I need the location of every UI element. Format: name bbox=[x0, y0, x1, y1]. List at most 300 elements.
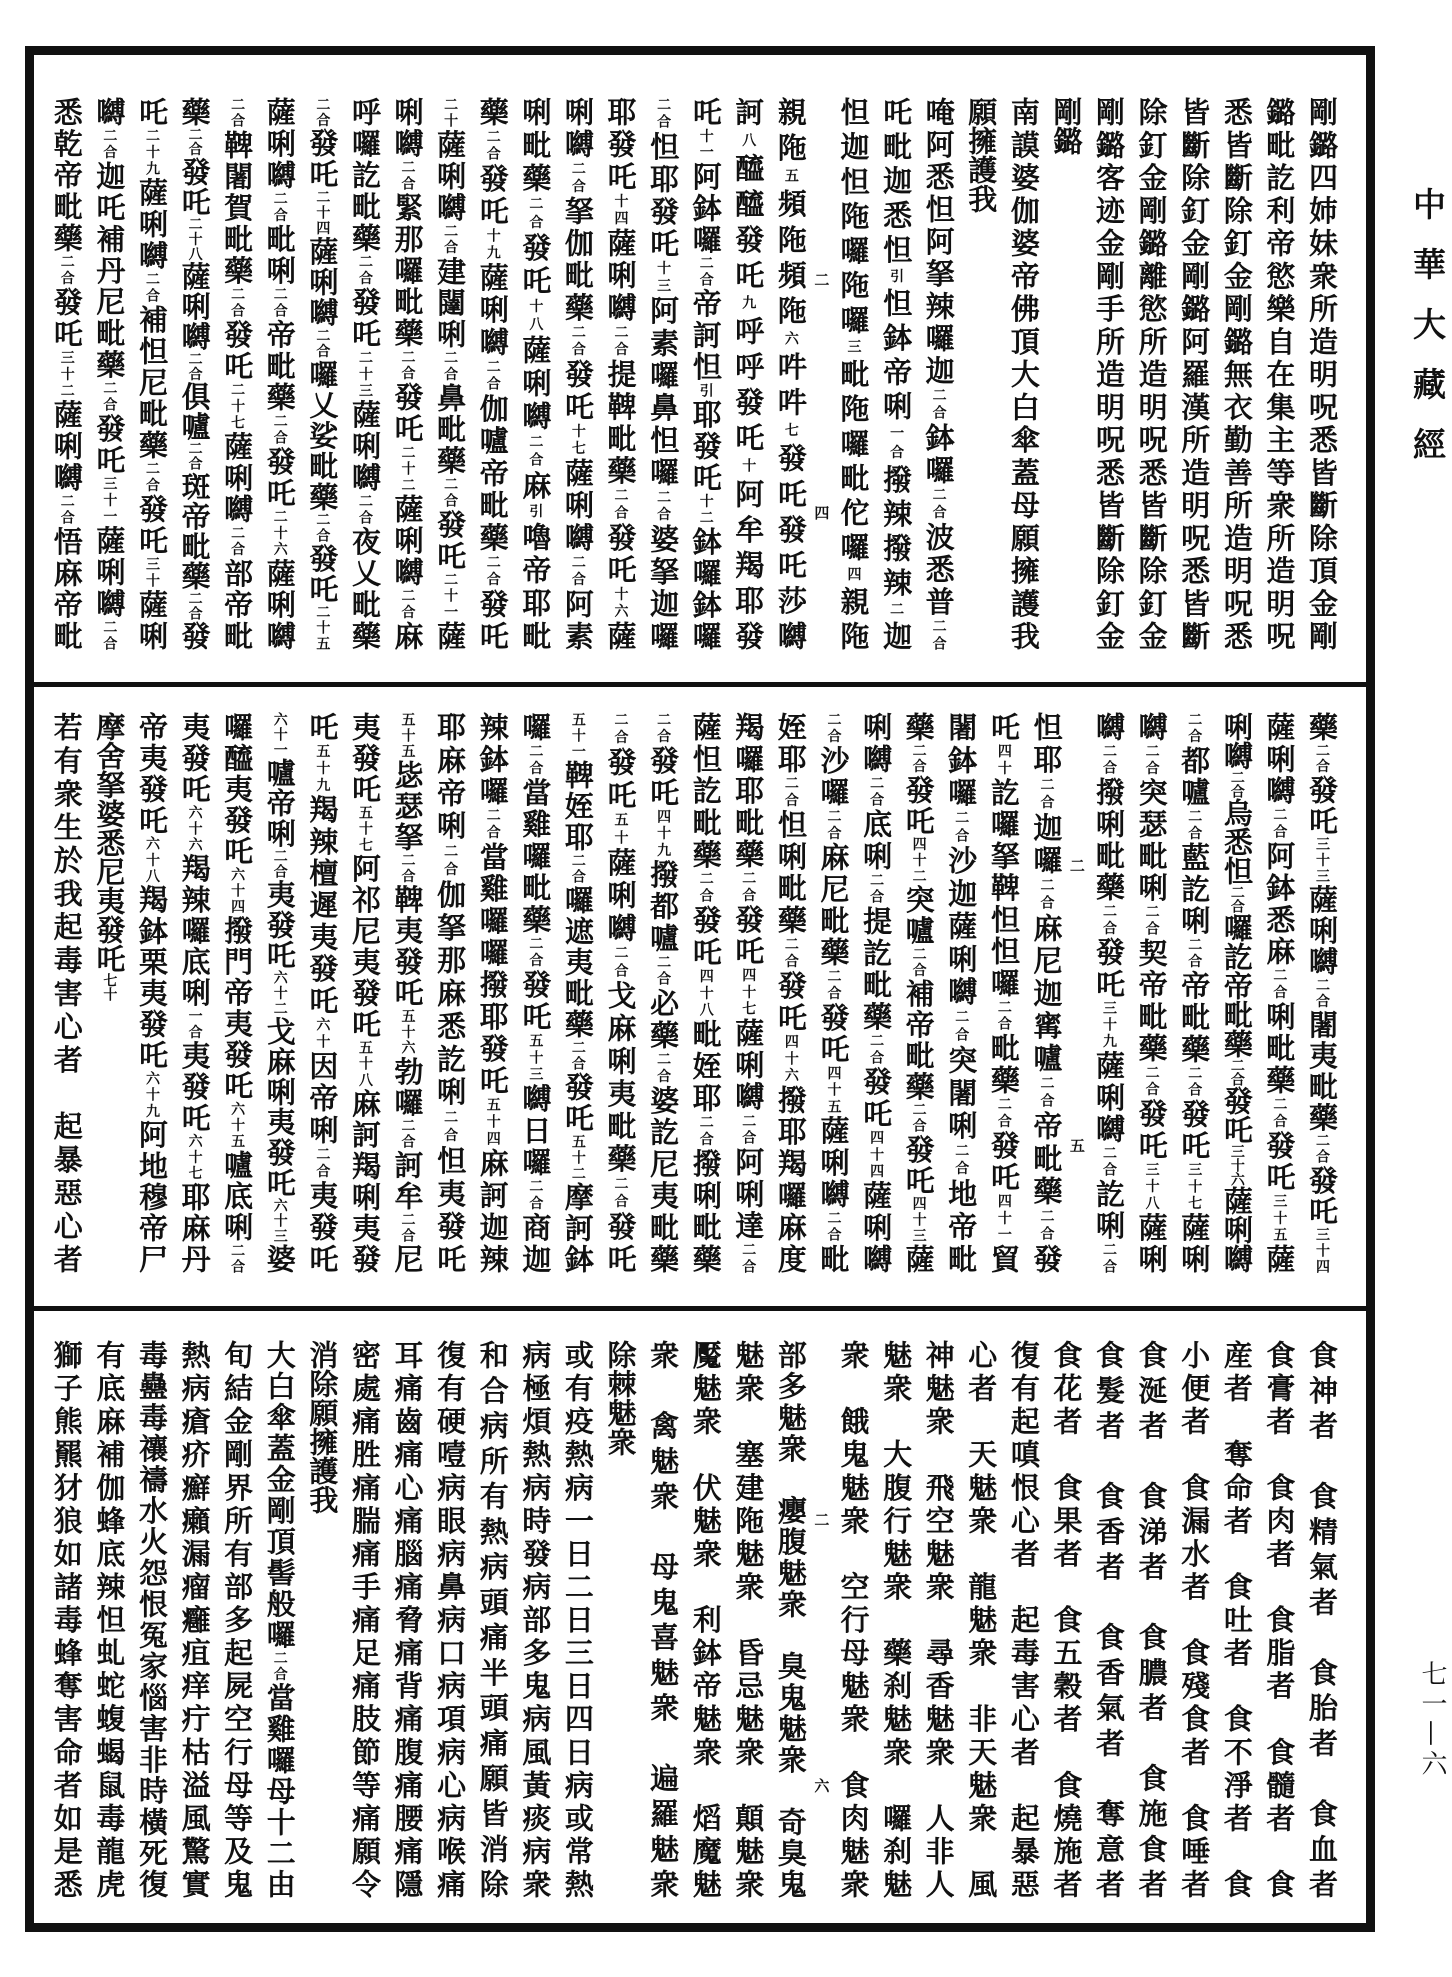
interlinear-note: 二合 bbox=[58, 493, 75, 527]
text-run: 薩唎嚩 bbox=[859, 1180, 894, 1274]
text-run: 怛迦怛陁囉陁囉 bbox=[836, 97, 871, 340]
text-run: 吒 bbox=[688, 97, 723, 129]
text-run: 食涎者 食涕者 食膿者 食施食者 bbox=[1134, 1340, 1169, 1898]
text-run: 親陁 bbox=[773, 97, 808, 169]
text-column bbox=[940, 712, 983, 1273]
interlinear-note: 二合 bbox=[1271, 1096, 1288, 1131]
interlinear-note: 二合 bbox=[442, 1109, 459, 1146]
text-run: 毗唎 bbox=[262, 223, 297, 287]
text-run: 發吒 bbox=[603, 522, 638, 587]
interlinear-note: 引 bbox=[888, 268, 905, 289]
text-column bbox=[301, 712, 344, 1273]
interlinear-note: 二合 bbox=[1186, 712, 1203, 746]
interlinear-note: 二合 bbox=[399, 588, 416, 622]
text-column bbox=[1173, 97, 1216, 650]
interlinear-note: 四十九 bbox=[655, 809, 672, 860]
interlinear-note: 三十七 bbox=[1186, 1162, 1203, 1213]
text-run: 薩唎嚩 bbox=[347, 399, 382, 494]
interlinear-note: 二合 bbox=[527, 1178, 544, 1213]
text-run: 辣鉢囉 bbox=[475, 712, 510, 808]
text-run: 熱病瘡疥癬癩漏瘤癰疽痒疔枯溢風驚實 bbox=[177, 1340, 212, 1898]
text-run: 薩唎嚩 bbox=[1305, 884, 1339, 978]
text-run: 訖唎 bbox=[1092, 1179, 1127, 1243]
text-run: 薩唎嚩 bbox=[518, 334, 553, 435]
interlinear-note: 二合 bbox=[229, 97, 246, 130]
text-run: 發吒 bbox=[49, 287, 84, 351]
text-run: 麻訶羯唎夷發 bbox=[347, 1088, 382, 1274]
text-run: 怛唎毗藥 bbox=[773, 809, 808, 937]
text-run: 薩 bbox=[603, 621, 638, 651]
text-run: 嚩 bbox=[1134, 712, 1169, 744]
text-run: 摩訶鉢 bbox=[560, 1182, 595, 1273]
interlinear-note: 二合 bbox=[399, 349, 416, 383]
interlinear-note: 五十七 bbox=[356, 805, 373, 854]
text-run: 發吒 bbox=[1092, 937, 1127, 1001]
text-run: 麻 bbox=[390, 621, 425, 651]
text-run: 毗藥 bbox=[986, 1033, 1021, 1097]
interlinear-note: 五十四 bbox=[484, 1097, 501, 1149]
interlinear-note: 四 bbox=[845, 566, 862, 587]
text-run: 鞞闍賀毗藥 bbox=[220, 129, 255, 287]
text-run: 發吒 bbox=[688, 904, 723, 969]
text-run: 密處痛胜痛腨痛手痛足痛肢節等痛願令 bbox=[347, 1340, 382, 1898]
interlinear-note: 五十二 bbox=[569, 1134, 586, 1182]
text-run: 頻陁頻陁 bbox=[773, 188, 808, 331]
text-run: 嚩 bbox=[1092, 712, 1127, 744]
interlinear-note: 二合 bbox=[953, 810, 970, 846]
text-run: 獅子熊羆犲狼如諸毒蜂奪害命者如是悉 bbox=[49, 1340, 84, 1898]
text-run: 阿素囉鼻怛囉 bbox=[646, 295, 681, 490]
text-run: 夷發吒 bbox=[177, 712, 212, 806]
text-column bbox=[1002, 97, 1045, 650]
text-column bbox=[258, 97, 301, 650]
interlinear-note: 二合 bbox=[569, 324, 586, 360]
text-column bbox=[599, 712, 642, 1273]
text-run: 發吒 bbox=[220, 319, 255, 383]
text-column bbox=[556, 1340, 599, 1898]
interlinear-note: 二合 bbox=[655, 712, 672, 746]
interlinear-note: 二合 bbox=[910, 1102, 927, 1135]
interlinear-note: 二合 bbox=[1143, 1064, 1160, 1099]
text-run: 阿鉢囉 bbox=[688, 161, 723, 256]
interlinear-note: 三 bbox=[845, 339, 862, 359]
text-run: 俱嚧 bbox=[177, 381, 212, 442]
interlinear-note: 七 bbox=[782, 422, 799, 444]
text-run: 食膏者 食肉者 食脂者 食髓者 食 bbox=[1262, 1340, 1297, 1898]
text-run: 毗 bbox=[816, 1244, 851, 1274]
interlinear-note: 二合 bbox=[527, 743, 544, 778]
text-column bbox=[1215, 712, 1258, 1273]
text-run: 迦 bbox=[879, 621, 914, 651]
interlinear-note: 三十三 bbox=[1314, 836, 1330, 885]
interlinear-note: 二十七 bbox=[229, 382, 246, 432]
text-run: 發吒 bbox=[986, 1130, 1021, 1194]
block-marker: 二 bbox=[814, 1511, 830, 1529]
text-run: 復有起嗔恨心者 起毒害心者 起暴惡 bbox=[1006, 1340, 1041, 1898]
interlinear-note: 三十一 bbox=[101, 476, 118, 526]
text-run: 闍夷毗藥 bbox=[1305, 1009, 1339, 1134]
text-column bbox=[1173, 1340, 1216, 1898]
interlinear-note: 五十六 bbox=[399, 1008, 416, 1057]
text-run: 若有衆生於我起毒害心者 起暴惡心者 bbox=[49, 712, 84, 1273]
text-run: 伽嚧帝毗藥 bbox=[475, 393, 510, 555]
interlinear-note: 十一 bbox=[697, 128, 714, 162]
text-column bbox=[88, 712, 131, 1273]
text-run: 薩唎嚩 bbox=[816, 1115, 851, 1211]
interlinear-note: 十八 bbox=[527, 298, 544, 335]
text-run: 除釘金剛鏴離慾所造明呪悉皆斷除釘金 bbox=[1134, 97, 1169, 650]
text-run: 撥唎毗藥 bbox=[688, 1148, 723, 1274]
text-run: 衆 餓鬼魅衆 空行母魅衆 食肉魅衆 bbox=[836, 1340, 871, 1898]
text-run: 小便者 食漏水者 食殘食者 食唾者 bbox=[1177, 1340, 1212, 1898]
text-run: 契帝毗藥 bbox=[1134, 937, 1169, 1065]
block-marker: 五 bbox=[1069, 1137, 1085, 1155]
text-run: 發吒 bbox=[901, 774, 936, 837]
interlinear-note: 二合 bbox=[143, 461, 160, 495]
text-run: 唎嚩 bbox=[1219, 712, 1254, 770]
interlinear-note: 二合 bbox=[1186, 937, 1203, 971]
interlinear-note: 十三 bbox=[655, 260, 672, 296]
text-column bbox=[642, 97, 685, 650]
interlinear-note: 二十三 bbox=[356, 350, 373, 400]
text-run: 夷發吒 bbox=[262, 879, 297, 971]
text-column bbox=[45, 1340, 88, 1898]
interlinear-note: 五十九 bbox=[314, 743, 331, 795]
text-run: 貿 bbox=[986, 1244, 1021, 1274]
text-run: 耳痛齒痛心痛腦痛脅痛背痛腹痛腰痛隱 bbox=[390, 1340, 425, 1898]
text-run: 唎嚩 bbox=[390, 97, 425, 160]
text-column bbox=[897, 712, 940, 1273]
text-column bbox=[1300, 97, 1343, 650]
text-run: 發吒 bbox=[433, 509, 468, 573]
panel-divider bbox=[25, 1306, 1375, 1311]
text-run: 撥耶羯囉麻度 bbox=[773, 1084, 808, 1274]
text-run: 提鞞毗藥 bbox=[603, 359, 638, 488]
text-column bbox=[727, 1340, 770, 1898]
interlinear-note: 四十五 bbox=[825, 1065, 842, 1116]
text-run: 消除願擁護我 bbox=[305, 1340, 340, 1514]
interlinear-note: 二合 bbox=[612, 487, 629, 523]
text-run: 婆 bbox=[262, 1244, 297, 1274]
interlinear-note: 二合 bbox=[1101, 903, 1118, 938]
interlinear-note: 二合 bbox=[569, 853, 586, 885]
interlinear-note: 三十四 bbox=[1314, 1227, 1330, 1274]
text-run: 戈麻唎夷發吒 bbox=[262, 1016, 297, 1199]
text-run: 唎毗藥 bbox=[518, 97, 553, 197]
text-run: 發吒 bbox=[603, 747, 638, 813]
interlinear-note: 二合 bbox=[271, 191, 288, 224]
text-run: 藥 bbox=[177, 97, 212, 127]
text-column bbox=[684, 712, 727, 1273]
interlinear-note: 六十六 bbox=[186, 805, 203, 854]
text-column bbox=[1258, 712, 1301, 1273]
text-column bbox=[769, 97, 812, 650]
text-run: 麻 bbox=[518, 470, 553, 504]
text-run: 薩唎嚩 bbox=[560, 457, 595, 555]
text-run: 沙囉 bbox=[816, 745, 851, 809]
text-column bbox=[1215, 97, 1258, 650]
text-run: 阿鉢悉麻 bbox=[1262, 840, 1297, 968]
text-column bbox=[45, 712, 88, 1273]
text-column bbox=[960, 1340, 1003, 1898]
text-run: 訶 bbox=[731, 97, 766, 133]
text-run: 戈麻唎夷毗藥 bbox=[603, 980, 638, 1177]
interlinear-note: 十四 bbox=[612, 193, 629, 229]
text-run: 帝毗藥 bbox=[1177, 970, 1212, 1066]
text-run: 發 bbox=[177, 621, 212, 651]
text-column bbox=[854, 712, 897, 1273]
interlinear-note: 二合 bbox=[782, 936, 799, 971]
text-run: 醯醯發吒 bbox=[731, 153, 766, 296]
text-run: 麻尼迦寗嚧 bbox=[1029, 912, 1064, 1076]
interlinear-note: 二合 bbox=[1271, 967, 1288, 1002]
interlinear-note: 二合 bbox=[612, 1176, 629, 1212]
interlinear-note: 二合 bbox=[229, 286, 246, 320]
marker-gutter bbox=[1067, 712, 1087, 1273]
text-run: 怛耶發吒 bbox=[646, 131, 681, 261]
interlinear-note: 二合 bbox=[1038, 1075, 1055, 1112]
text-run: 羯囉耶毗藥 bbox=[731, 712, 766, 871]
interlinear-note: 二合 bbox=[740, 1113, 757, 1147]
text-run: 發吒 bbox=[305, 543, 340, 605]
text-column bbox=[1087, 712, 1130, 1273]
text-run: 南謨婆伽婆帝佛頂大白傘蓋母願擁護我 bbox=[1006, 97, 1041, 650]
text-column bbox=[1002, 1340, 1045, 1898]
text-run: 薩唎嚩 bbox=[390, 494, 425, 589]
text-run: 剛鏴 bbox=[1049, 97, 1084, 155]
text-run: 囉 bbox=[518, 712, 553, 744]
text-column bbox=[216, 97, 259, 650]
text-column bbox=[642, 1340, 685, 1898]
text-run: 藍訖唎 bbox=[1177, 842, 1212, 938]
text-run: 突瑟毗唎 bbox=[1134, 777, 1169, 905]
interlinear-note: 二合 bbox=[271, 848, 288, 880]
text-run: 當雞囉毗藥 bbox=[518, 777, 553, 937]
text-run: 烏悉怛 bbox=[1219, 798, 1254, 885]
text-column bbox=[1300, 1340, 1343, 1898]
interlinear-note: 二合 bbox=[953, 1143, 970, 1179]
text-column bbox=[832, 97, 875, 650]
text-run: 建闥唎 bbox=[433, 256, 468, 351]
interlinear-note: 二合 bbox=[782, 775, 799, 810]
interlinear-note: 三十九 bbox=[1101, 1000, 1118, 1051]
text-column bbox=[642, 712, 685, 1273]
text-run: 婆訖尼夷毗藥 bbox=[646, 1085, 681, 1274]
text-column bbox=[1087, 97, 1130, 650]
text-run: 耶麻帝唎 bbox=[433, 712, 468, 844]
interlinear-note: 二合 bbox=[399, 1212, 416, 1245]
interlinear-note: 二十四 bbox=[314, 189, 331, 237]
interlinear-note: 二合 bbox=[740, 870, 757, 905]
interlinear-note: 二合 bbox=[1101, 743, 1118, 778]
interlinear-note: 八 bbox=[740, 132, 757, 154]
text-column bbox=[812, 712, 855, 1273]
text-run: 都嚧 bbox=[1177, 745, 1212, 809]
text-run: 神魅衆 飛空魅衆 尋香魅衆 人非人 bbox=[921, 1340, 956, 1898]
text-run: 毗姪耶 bbox=[688, 1019, 723, 1115]
text-run: 發吒 bbox=[305, 128, 340, 190]
text-column bbox=[727, 97, 770, 650]
text-run: 食花者 食果者 食五穀者 食燒施者 bbox=[1049, 1340, 1084, 1898]
text-column bbox=[429, 1340, 472, 1898]
interlinear-note: 二合 bbox=[1038, 1208, 1055, 1245]
interlinear-note: 二合 bbox=[1143, 743, 1160, 778]
text-column bbox=[917, 1340, 960, 1898]
interlinear-note: 二合 bbox=[101, 128, 118, 162]
interlinear-note: 三十五 bbox=[1271, 1193, 1288, 1245]
text-run: 怛鉢帝唎 bbox=[879, 288, 914, 426]
block-marker: 二 bbox=[1069, 857, 1085, 875]
text-run: 當雞囉母十二由 bbox=[262, 1682, 297, 1899]
text-run: 呼呼發吒 bbox=[731, 315, 766, 459]
text-run: 底唎 bbox=[859, 809, 894, 873]
text-run: 悟麻帝毗 bbox=[49, 526, 84, 651]
interlinear-note: 二合 bbox=[1228, 770, 1245, 798]
text-run: 羯鉢栗夷發吒 bbox=[134, 884, 169, 1072]
text-run: 撥唎毗藥 bbox=[1092, 777, 1127, 904]
text-column bbox=[874, 97, 917, 650]
text-run: 發吒 bbox=[731, 904, 766, 968]
interlinear-note: 二合 bbox=[271, 1650, 288, 1683]
text-run: 鉢囉 bbox=[921, 422, 956, 488]
interlinear-note: 二合 bbox=[697, 1114, 714, 1149]
interlinear-note: 二合 bbox=[655, 97, 672, 132]
interlinear-note: 二 bbox=[888, 601, 905, 622]
text-run: 産者 奪命者 食吐者 食不淨者 食 bbox=[1219, 1340, 1254, 1898]
text-column bbox=[1300, 712, 1343, 1273]
text-run: 發吒 bbox=[560, 359, 595, 424]
page-number: 七一—六 bbox=[1417, 1660, 1447, 1780]
interlinear-note: 四十七 bbox=[740, 967, 757, 1019]
text-run: 夜乂毗藥 bbox=[347, 526, 382, 651]
text-run: 發吒 bbox=[859, 1066, 894, 1131]
text-run: 薩唎嚩 bbox=[262, 558, 297, 651]
interlinear-note: 二合 bbox=[569, 1040, 586, 1072]
text-run: 發吒 bbox=[1305, 1165, 1339, 1228]
text-run: 囉訖帝毗藥 bbox=[1219, 913, 1254, 1058]
text-run: 嚕帝耶毗 bbox=[518, 521, 553, 651]
interlinear-note: 二合 bbox=[930, 387, 947, 423]
interlinear-note: 二合 bbox=[612, 945, 629, 981]
text-run: 衆 禽魅衆 母鬼喜魅衆 遍羅魅衆 bbox=[646, 1340, 681, 1898]
text-run: 薩唎嚩 bbox=[177, 261, 212, 352]
text-run: 薩唎 bbox=[1177, 1212, 1212, 1274]
interlinear-note: 二合 bbox=[399, 1118, 416, 1151]
text-run: 阿祁尼夷發吒 bbox=[347, 853, 382, 1041]
interlinear-note: 二合 bbox=[868, 775, 885, 810]
interlinear-note: 二合 bbox=[868, 872, 885, 907]
text-run: 呼囉訖毗藥 bbox=[347, 97, 382, 255]
text-column bbox=[684, 1340, 727, 1898]
interlinear-note: 二合 bbox=[1038, 877, 1055, 913]
interlinear-note: 二合 bbox=[271, 413, 288, 447]
interlinear-note: 引 bbox=[697, 382, 714, 400]
text-column bbox=[343, 1340, 386, 1898]
text-run: 薩唎嚩 bbox=[49, 399, 84, 494]
text-column bbox=[386, 712, 429, 1273]
text-column bbox=[727, 712, 770, 1273]
interlinear-note: 二合 bbox=[1101, 1242, 1118, 1274]
interlinear-note: 二合 bbox=[569, 554, 586, 589]
interlinear-note: 二合 bbox=[442, 350, 459, 383]
text-run: 薩唎嚩 bbox=[731, 1018, 766, 1114]
interlinear-note: 二合 bbox=[143, 271, 160, 305]
text-run: 囉遮夷毗藥 bbox=[560, 885, 595, 1040]
interlinear-note: 二合 bbox=[995, 1096, 1012, 1131]
text-run: 夷發吒 bbox=[305, 1180, 340, 1274]
text-column bbox=[684, 97, 727, 650]
text-run: 吒 bbox=[305, 712, 340, 744]
text-run: 當雞囉囉撥耶發吒 bbox=[475, 841, 510, 1098]
text-register-top bbox=[43, 97, 1343, 650]
interlinear-note: 十九 bbox=[484, 228, 501, 263]
interlinear-note: 二十 bbox=[442, 97, 459, 130]
text-run: 發吒 bbox=[92, 413, 127, 477]
text-run: 薩唎嚩 bbox=[1219, 1186, 1254, 1273]
text-run: 囉乂娑毗藥 bbox=[305, 359, 340, 513]
text-run: 地帝毗 bbox=[944, 1178, 979, 1274]
interlinear-note: 四十二 bbox=[910, 836, 927, 885]
interlinear-note: 二合 bbox=[1038, 777, 1055, 813]
text-run: 尼 bbox=[390, 1244, 425, 1274]
text-run: 鞞姪耶 bbox=[560, 760, 595, 853]
interlinear-note: 二合 bbox=[527, 936, 544, 970]
text-column bbox=[514, 1340, 557, 1898]
text-run: 發吒 bbox=[1262, 1130, 1297, 1194]
interlinear-note: 二合 bbox=[442, 476, 459, 510]
text-column bbox=[514, 97, 557, 650]
text-column bbox=[769, 712, 812, 1273]
interlinear-note: 二合 bbox=[314, 1146, 331, 1181]
text-column bbox=[386, 1340, 429, 1898]
interlinear-note: 十七 bbox=[569, 423, 586, 458]
text-run: 薩 bbox=[1262, 1244, 1297, 1274]
text-run: 毒蠱毒禳禱水火怨恨冤家惱害非時橫死復 bbox=[134, 1340, 169, 1898]
text-run: 大白傘蓋金剛頂髻般囉 bbox=[262, 1340, 297, 1651]
text-run: 剛鏴四姉妹衆所造明呪悉皆斷除頂金剛 bbox=[1305, 97, 1339, 650]
interlinear-note: 六 bbox=[782, 330, 799, 352]
text-run: 阿地穆帝尸 bbox=[134, 1119, 169, 1274]
text-run: 發吒 bbox=[773, 970, 808, 1035]
interlinear-note: 五 bbox=[782, 168, 799, 189]
text-column bbox=[1130, 712, 1173, 1273]
text-run: 薩唎嚩 bbox=[220, 431, 255, 526]
interlinear-note: 四十一 bbox=[995, 1193, 1012, 1245]
interlinear-note: 二合 bbox=[825, 712, 842, 746]
text-run: 撥辣撥辣 bbox=[879, 464, 914, 602]
text-run: 婆拏迦囉 bbox=[646, 524, 681, 651]
text-run: 薩 bbox=[433, 621, 468, 651]
interlinear-note: 二合 bbox=[1186, 1065, 1203, 1099]
text-run: 薩唎嚩 bbox=[433, 129, 468, 224]
text-run: 發吒發吒莎嚩 bbox=[773, 443, 808, 650]
text-run: 發吒 bbox=[475, 588, 510, 651]
block-marker: 六 bbox=[814, 1777, 830, 1795]
text-column bbox=[216, 1340, 259, 1898]
interlinear-note: 二合 bbox=[271, 286, 288, 320]
interlinear-note: 十 bbox=[740, 458, 757, 479]
text-run: 藥 bbox=[901, 712, 936, 743]
text-run: 伽拏那麻悉訖唎 bbox=[433, 879, 468, 1110]
text-column bbox=[769, 1340, 812, 1898]
text-column bbox=[1215, 1340, 1258, 1898]
text-column bbox=[343, 97, 386, 650]
text-column bbox=[874, 1340, 917, 1898]
interlinear-note: 二合 bbox=[1314, 1133, 1330, 1166]
text-column bbox=[1087, 1340, 1130, 1898]
text-run: 藥 bbox=[1305, 712, 1339, 743]
interlinear-note: 七十 bbox=[101, 973, 118, 1001]
